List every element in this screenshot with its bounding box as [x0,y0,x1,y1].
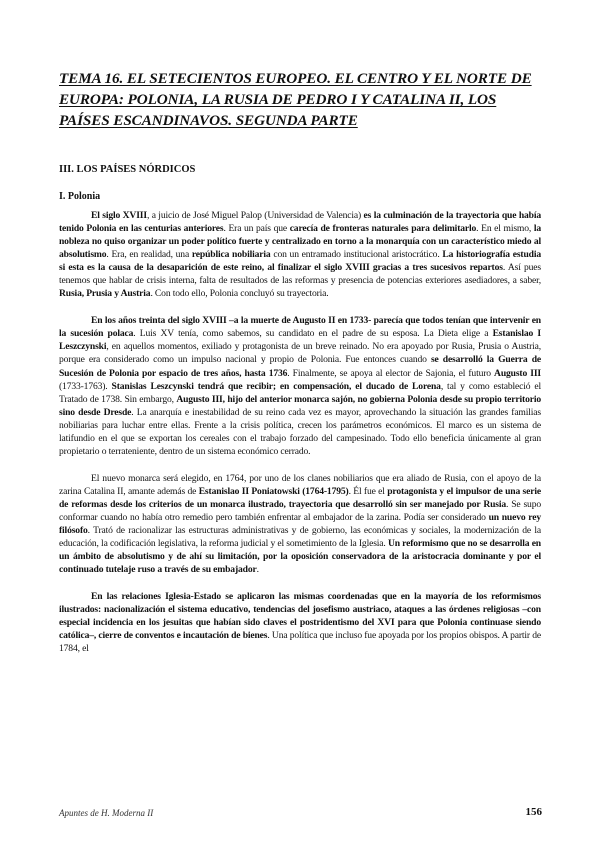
paragraph [59,472,541,576]
page-number: 156 [525,806,542,818]
bold-run: carecía de fronteras naturales para delimitarlo [289,223,477,235]
text-run: , a juicio de José Miguel Palop (Universidad de Valencia) [146,210,364,221]
text-run: El nuevo monarca será elegido, en 1764, por uno de los clanes nobiliarios que era aliado de Rusia, con el apoyo de la zarina Catalina II, amante además de [59,472,541,497]
text-run: . En el mismo, [476,223,534,235]
text-run: , en aquellos momentos, exiliado y protagonista de un breve reinado. No era apoyado por Rusia, Prusia o Austria, porque era considerado como un impulso nacional y propio de Polonia. Fue entonces cuando [59,341,541,366]
bold-run: Un reformismo que no se desarrolla en un ámbito de absolutismo y de ahí su limitación, por la oposición conservadora de la aristocracia dominante y por el continuado tutelaje ruso a través de su embajador [59,538,541,576]
paragraph [59,209,541,300]
bold-run: Estanislao I Leszczynski [59,328,541,353]
text-run: . La anarquía e inestabilidad de su reino cada vez es mayor, aprovechando la situación las grandes familias nobiliarias para luchar entre ellas. Frente a la crisis política, crecen los parámetros económicos. El marco es un sistema de latifundio en el que se exportan los cereales con el trabajo forzado del campesinado. Todo ello beneficia únicamente al gran propietario o terrateniente, dentro de un sistema económico cerrado. [59,406,541,457]
text-run: . Él fue el [348,485,388,497]
text-run: . Finalmente, se apoya al elector de Sajonia, el futuro [287,367,495,379]
bold-run: protagonista y el impulsor de una serie de reformas desde los criterios de un monarca ilustrado, trayectoria que desarrolló sin ser manejado por Rusia [59,485,541,510]
bold-run: un nuevo rey filósofo [59,511,541,537]
bold-run: la nobleza no quiso organizar un poder político fuerte y centralizado en torno a la monarquía con un característico miedo al absolutismo [59,223,541,261]
bold-run: En los años treinta del siglo XVIII –a la muerte de Augusto II en 1733- parecía que todos tenían que intervenir en la sucesión polaca [59,315,541,340]
paragraph [59,314,541,458]
bold-run: república nobiliaria [191,249,271,261]
page-footer [59,806,544,824]
text-run: . Con todo ello, Polonia concluyó su trayectoria. [150,288,329,300]
bold-run: se desarrolló la Guerra de Sucesión de Polonia por espacio de tres años, hasta 1736 [59,354,541,379]
bold-run: La historiografía estudia si esta es la causa de la desaparición de este reino, al finalizar el siglo XVIII gracias a tres sucesivos repartos [59,249,541,274]
bold-run: Stanislas Leszcynski tendrá que recibir; en compensación, el ducado de Lorena [111,380,441,392]
bold-run: es la culminación de la trayectoria que había tenido Polonia en las centurias anteriores [59,210,541,235]
bold-run: Estanislao II Poniatowski (1764-1795) [198,485,349,497]
text-run: . Luis XV tenía, como sabemos, su candidato en el padre de su esposa. La Dieta elige a [133,328,493,340]
text-run: . Así pues tenemos que hablar de crisis interna, falta de resultados de las reformas y presencia de potencias exteriores asediadores, a saber, [59,262,541,287]
text-run: (1733-1763). [59,380,112,392]
section-heading: III. LOS PAÍSES NÓRDICOS [59,164,196,175]
subsection-heading: I. Polonia [59,191,101,202]
text-run: con un entramado institucional aristocrático. [270,249,443,261]
text-run: . Era, en realidad, una [106,249,192,261]
body-text [59,209,541,669]
bold-run: En las relaciones Iglesia-Estado se aplicaron las mismas coordenadas que en la mayoría de los reformismos ilustrados: nacionalización el sistema educativo, tendencias del josefismo austriaco, ataques a las órdenes religiosas –con especial incidencia en los jesuitas que habían sido claves el postridentismo del XVI para que Polonia continuase siendo católica–, cierre de conventos e incautación de bienes [59,591,541,642]
text-run: . Se supo conformar cuando no había otro remedio pero también enfrentar al embajador de la zarina. Podía ser considerado [59,498,541,523]
text-run: . Una política que incluso fue apoyada por los propios obispos. A partir de 1784, el [59,630,541,655]
document-title: TEMA 16. EL SETECIENTOS EUROPEO. EL CENTRO Y EL NORTE DE EUROPA: POLONIA, LA RUSIA DE PEDRO I Y CATALINA II, LOS PAÍSES ESCANDINAVOS. SEGUNDA PARTE [59,70,532,129]
bold-run: Augusto III, hijo del anterior monarca sajón, no gobierna Polonia desde su propio territorio sino desde Dresde [59,393,541,418]
text-run: . Era un país que [223,223,290,235]
text-run: . [256,564,259,576]
bold-run: El siglo XVIII [91,210,147,221]
paragraph [59,590,541,655]
bold-run: Rusia, Prusia y Austria [59,288,151,300]
text-run: . Trató de racionalizar las estructuras administrativas y de gobierno, las económicas y sociales, la modernización de la educación, la codificación legislativa, la reforma judicial y el sometimiento de la Iglesia. [59,525,541,550]
footer-text: Apuntes de H. Moderna II [59,808,154,818]
bold-run: Augusto III [494,367,541,379]
text-run: , tal y como estableció el Tratado de 1738. Sin embargo, [59,380,541,405]
